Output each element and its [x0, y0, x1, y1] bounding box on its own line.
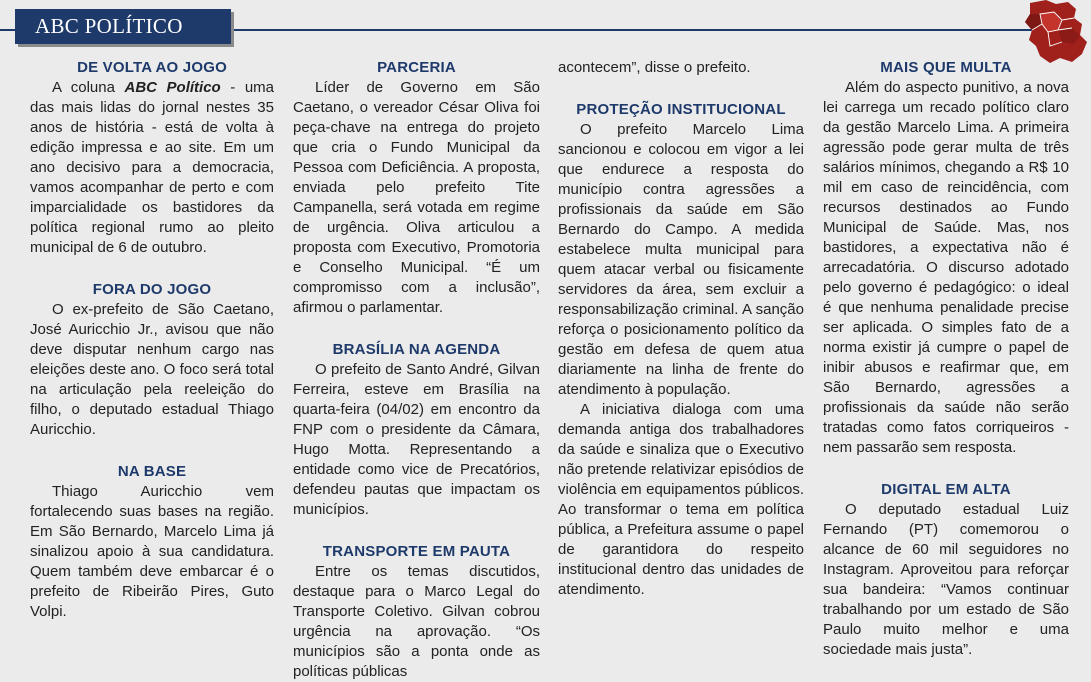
headline-protecao-institucional: PROTEÇÃO INSTITUCIONAL [576, 101, 786, 118]
headline-mais-que-multa: MAIS QUE MULTA [880, 59, 1012, 76]
paragraph-transporte-em-pauta: Entre os temas discutidos, destaque para o Marco Legal do Transporte Coletivo. Gilvan cobrou urgência na aprovação. “Os municípios são a ponta onde as políticas públicas [293, 563, 540, 680]
paragraph-continuation: acontecem”, disse o prefeito. [558, 59, 751, 76]
map-logo-icon [1016, 0, 1091, 64]
headline-brasilia-na-agenda: BRASÍLIA NA AGENDA [332, 341, 501, 358]
paragraph-na-base: Thiago Auricchio vem fortalecendo suas bases na região. Em São Bernardo, Marcelo Lima já sinalizou apoio à sua candidatura. Quem também deve embarcar é o prefeito de Ribeirão Pires, Guto Volpi. [30, 483, 274, 620]
paragraph-digital-em-alta: O deputado estadual Luiz Fernando (PT) comemorou o alcance de 60 mil seguidores no Instagram. Aproveitou para reforçar sua bandeira: “Vamos continuar trabalhando por um estado de São Paulo muito melhor e uma sociedade mais justa”. [823, 501, 1069, 658]
headline-fora-do-jogo: FORA DO JOGO [92, 281, 212, 298]
headline-transporte-em-pauta: TRANSPORTE EM PAUTA [322, 543, 511, 560]
column-3 [558, 58, 804, 618]
headline-na-base: NA BASE [117, 463, 187, 480]
column-1 [30, 58, 274, 618]
paragraph-parceria: Líder de Governo em São Caetano, o vereador César Oliva foi peça-chave na entrega do projeto que cria o Fundo Municipal da Pessoa com Deficiência. A proposta, enviada pelo prefeito Tite Campanella, será votada em regime de urgência. Oliva articulou a proposta com Executivo, Promotoria e Conselho Municipal. “É um compromisso com a inclusão”, afirmou o parlamentar. [293, 79, 540, 316]
paragraph-fora-do-jogo: O ex-prefeito de São Caetano, José Auricchio Jr., avisou que não deve disputar nenhum cargo nas eleições deste ano. O foco será total na articulação pela reeleição do filho, o deputado estadual Thiago Auricchio. [30, 301, 274, 438]
column-4 [823, 58, 1069, 658]
headline-de-volta-ao-jogo: DE VOLTA AO JOGO [77, 59, 227, 76]
paragraph-brasilia-na-agenda: O prefeito de Santo André, Gilvan Ferreira, esteve em Brasília na quarta-feira (04/02) em encontro da FNP com o presidente da Câmara, Hugo Motta. Representando a entidade como vice de Precatórios, defendeu pautas que impactam os municípios. [293, 361, 540, 518]
column-2 [293, 58, 540, 680]
headline-parceria: PARCERIA [377, 59, 456, 76]
section-header [15, 9, 231, 44]
paragraph-protecao-1: O prefeito Marcelo Lima sancionou e colocou em vigor a lei que endurece a resposta do município contra agressões a profissionais da saúde em São Bernardo do Campo. A medida estabelece multa municipal para quem atacar verbal ou fisicamente servidores da área, sem excluir a responsabilização criminal. A sanção reforça o posicionamento político da gestão em defesa de quem atua diariamente na linha de frente do atendimento à população. [558, 121, 804, 398]
paragraph-protecao-2: A iniciativa dialoga com uma demanda antiga dos trabalhadores da saúde e sinaliza que o Executivo não pretende relativizar episódios de violência em equipamentos públicos. Ao transformar o tema em política pública, a Prefeitura assume o papel de garantidora do respeito institucional dentro das unidades de atendimento. [558, 401, 804, 598]
column-name-emphasis: ABC Político [124, 79, 221, 96]
paragraph-de-volta-ao-jogo: A coluna ABC Político - uma das mais lidas do jornal nestes 35 anos de história - está de volta à edição impressa e ao site. Em um ano decisivo para a democracia, vamos acompanhar de perto e com imparcialidade os bastidores da política regional rumo ao pleito municipal de 6 de outubro. [30, 79, 274, 256]
section-title: ABC POLÍTICO [35, 14, 183, 38]
headline-digital-em-alta: DIGITAL EM ALTA [881, 481, 1011, 498]
paragraph-mais-que-multa: Além do aspecto punitivo, a nova lei carrega um recado político claro da gestão Marcelo Lima. A primeira agressão pode gerar multa de três salários mínimos, chegando a R$ 10 mil em caso de reincidência, com recursos destinados ao Fundo Municipal de Saúde. Mas, nos bastidores, a expectativa não é arrecadatória. O discurso adotado pelo governo é pedagógico: o ideal é que nenhuma penalidade precise ser aplicada. O simples fato de a norma existir já cumpre o papel de inibir abusos e reafirmar que, em São Bernardo, agressões a profissionais da saúde não serão tratadas como fatos corriqueiros - nem passarão sem resposta. [823, 79, 1069, 456]
